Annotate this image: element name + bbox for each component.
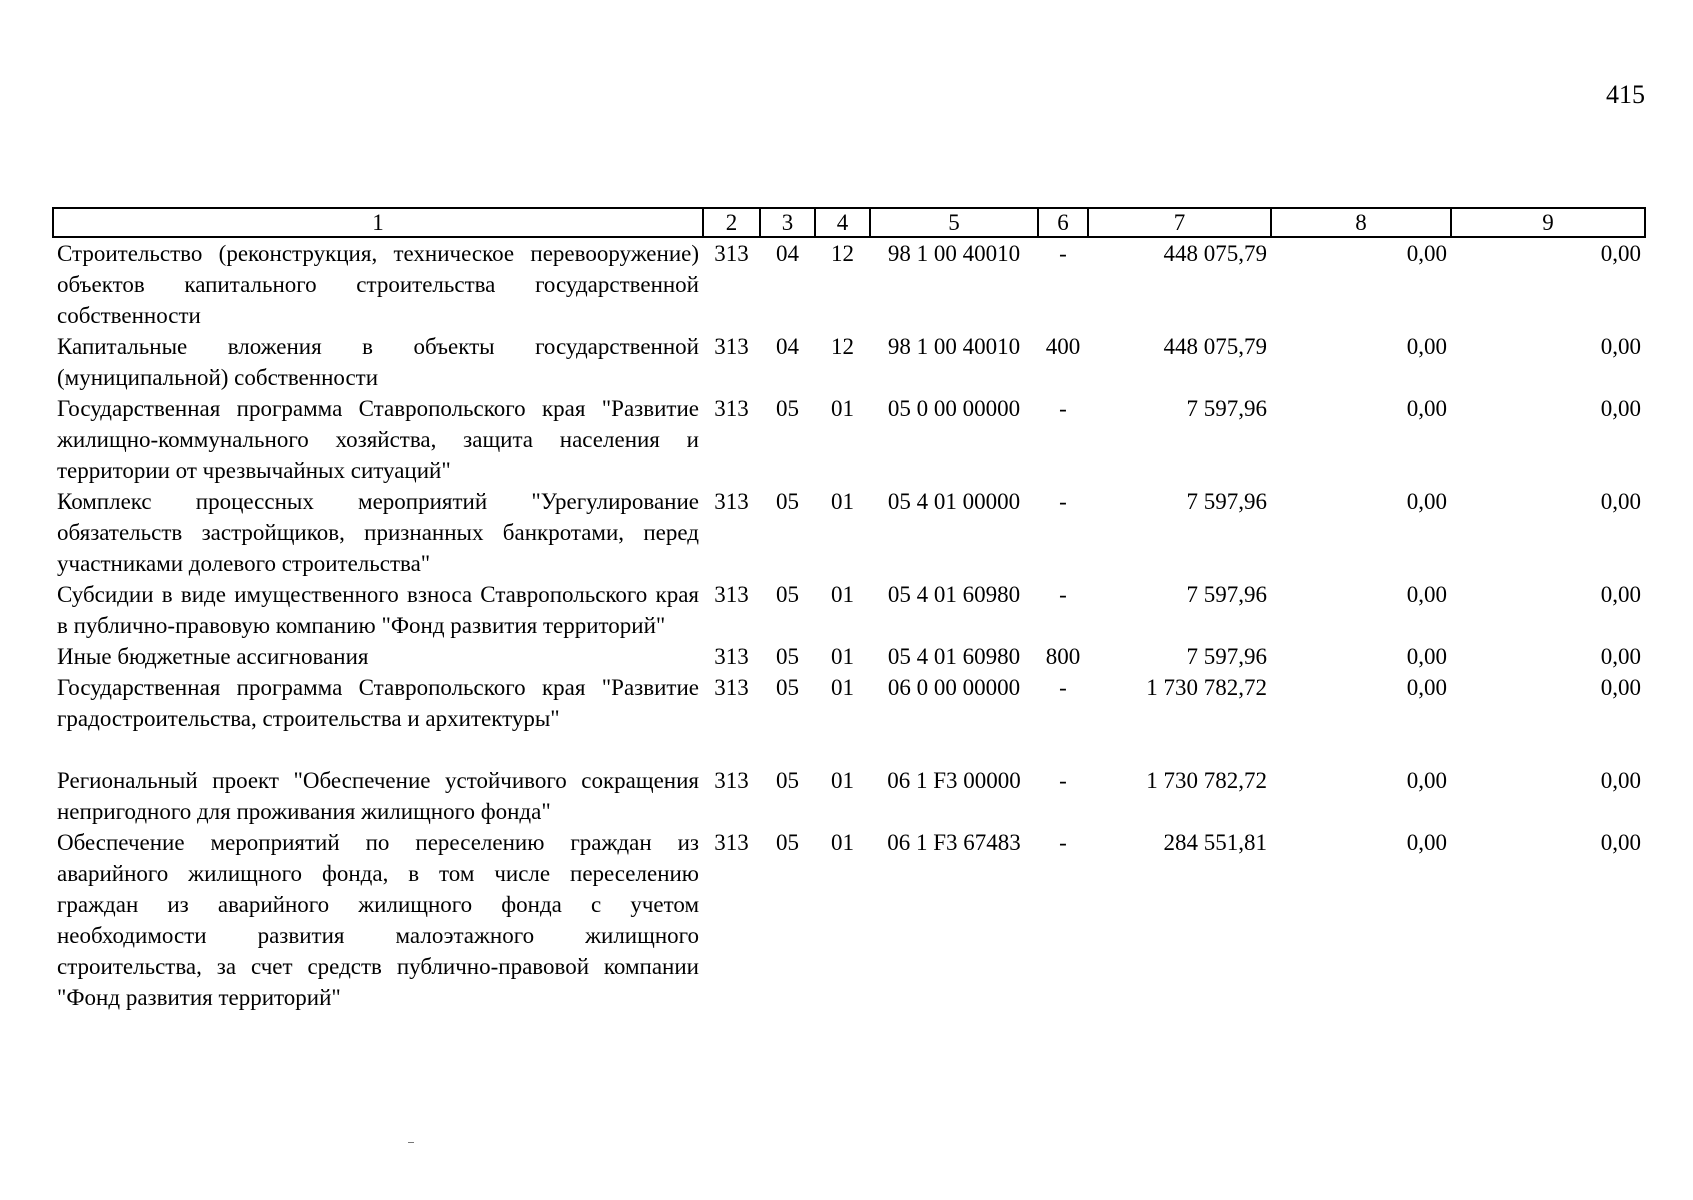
row-col-7: 7 597,96 bbox=[1186, 489, 1267, 514]
table-row bbox=[53, 237, 1645, 331]
row-col-9: 0,00 bbox=[1600, 334, 1641, 359]
row-col-8: 0,00 bbox=[1406, 582, 1447, 607]
budget-table bbox=[52, 207, 1646, 1013]
row-col-8: 0,00 bbox=[1406, 396, 1447, 421]
header-col-5: 5 bbox=[870, 208, 1038, 237]
row-col-4: 01 bbox=[831, 675, 854, 700]
row-col-7: 7 597,96 bbox=[1186, 396, 1267, 421]
row-col-3: 05 bbox=[776, 582, 799, 607]
table-row bbox=[53, 672, 1645, 765]
row-col-6: - bbox=[1059, 582, 1067, 607]
row-col-5: 06 1 F3 00000 bbox=[887, 768, 1021, 793]
table-row bbox=[53, 827, 1645, 1013]
row-name: Капитальные вложения в объекты государственной (муниципальной) собственности bbox=[57, 334, 699, 390]
row-col-3: 05 bbox=[776, 830, 799, 855]
row-col-4: 01 bbox=[831, 396, 854, 421]
header-col-8: 8 bbox=[1271, 208, 1451, 237]
row-col-6: - bbox=[1059, 241, 1067, 266]
header-row bbox=[53, 208, 1645, 237]
row-name: Иные бюджетные ассигнования bbox=[57, 644, 369, 669]
row-name: Обеспечение мероприятий по переселению граждан из аварийного жилищного фонда, в том числе переселению граждан из аварийного жилищного фонда с учетом необходимости развития малоэтажного жилищного строительства, за счет средств публично-правовой компании "Фонд развития территорий" bbox=[57, 830, 699, 1010]
row-col-3: 05 bbox=[776, 675, 799, 700]
row-col-7: 284 551,81 bbox=[1163, 830, 1267, 855]
row-col-5: 98 1 00 40010 bbox=[887, 334, 1021, 359]
row-col-3: 04 bbox=[776, 334, 799, 359]
header-col-7: 7 bbox=[1088, 208, 1271, 237]
header-col-1: 1 bbox=[53, 208, 703, 237]
row-col-5: 05 4 01 00000 bbox=[887, 489, 1021, 514]
row-name: Государственная программа Ставропольского края "Развитие градостроительства, строительства и архитектуры" bbox=[57, 675, 699, 731]
row-col-9: 0,00 bbox=[1600, 489, 1641, 514]
row-col-4: 01 bbox=[831, 768, 854, 793]
row-col-8: 0,00 bbox=[1406, 334, 1447, 359]
table-row bbox=[53, 486, 1645, 579]
row-name: Комплекс процессных мероприятий "Урегулирование обязательств застройщиков, признанных банкротами, перед участниками долевого строительства" bbox=[57, 489, 699, 576]
row-col-8: 0,00 bbox=[1406, 489, 1447, 514]
row-name: Региональный проект "Обеспечение устойчивого сокращения непригодного для проживания жилищного фонда" bbox=[57, 768, 699, 824]
row-col-6: - bbox=[1059, 489, 1067, 514]
row-name: Субсидии в виде имущественного взноса Ставропольского края в публично-правовую компанию "Фонд развития территорий" bbox=[57, 582, 699, 638]
row-col-3: 05 bbox=[776, 644, 799, 669]
row-col-3: 04 bbox=[776, 241, 799, 266]
row-col-7: 7 597,96 bbox=[1186, 582, 1267, 607]
row-col-5: 06 1 F3 67483 bbox=[887, 830, 1021, 855]
table-row bbox=[53, 765, 1645, 827]
row-col-8: 0,00 bbox=[1406, 830, 1447, 855]
row-col-5: 98 1 00 40010 bbox=[887, 241, 1021, 266]
row-col-9: 0,00 bbox=[1600, 396, 1641, 421]
row-col-6: 400 bbox=[1045, 334, 1081, 359]
row-col-2: 313 bbox=[714, 675, 749, 700]
row-col-3: 05 bbox=[776, 768, 799, 793]
scan-mark bbox=[408, 1142, 414, 1143]
row-col-2: 313 bbox=[714, 489, 749, 514]
row-col-4: 01 bbox=[831, 830, 854, 855]
row-col-9: 0,00 bbox=[1600, 582, 1641, 607]
row-col-5: 05 4 01 60980 bbox=[887, 582, 1021, 607]
row-col-2: 313 bbox=[714, 830, 749, 855]
row-col-9: 0,00 bbox=[1600, 768, 1641, 793]
row-col-2: 313 bbox=[714, 334, 749, 359]
row-col-4: 12 bbox=[831, 334, 854, 359]
row-col-6: - bbox=[1059, 830, 1067, 855]
row-col-2: 313 bbox=[714, 768, 749, 793]
row-col-7: 1 730 782,72 bbox=[1146, 675, 1267, 700]
row-col-8: 0,00 bbox=[1406, 241, 1447, 266]
row-col-8: 0,00 bbox=[1406, 675, 1447, 700]
row-col-9: 0,00 bbox=[1600, 830, 1641, 855]
row-col-8: 0,00 bbox=[1406, 768, 1447, 793]
row-col-9: 0,00 bbox=[1600, 675, 1641, 700]
row-name: Строительство (реконструкция, техническое перевооружение) объектов капитального строительства государственной собственности bbox=[57, 241, 699, 328]
row-col-5: 06 0 00 00000 bbox=[887, 675, 1021, 700]
header-col-6: 6 bbox=[1038, 208, 1088, 237]
table-row bbox=[53, 331, 1645, 393]
row-col-8: 0,00 bbox=[1406, 644, 1447, 669]
row-col-7: 448 075,79 bbox=[1163, 241, 1267, 266]
row-col-4: 01 bbox=[831, 644, 854, 669]
row-col-7: 448 075,79 bbox=[1163, 334, 1267, 359]
row-col-4: 12 bbox=[831, 241, 854, 266]
row-col-2: 313 bbox=[714, 396, 749, 421]
row-col-6: - bbox=[1059, 675, 1067, 700]
header-col-3: 3 bbox=[760, 208, 815, 237]
table-row bbox=[53, 579, 1645, 641]
table-row bbox=[53, 393, 1645, 486]
row-col-7: 7 597,96 bbox=[1186, 644, 1267, 669]
row-col-6: - bbox=[1059, 768, 1067, 793]
row-col-3: 05 bbox=[776, 396, 799, 421]
row-col-7: 1 730 782,72 bbox=[1146, 768, 1267, 793]
row-col-9: 0,00 bbox=[1600, 644, 1641, 669]
row-col-3: 05 bbox=[776, 489, 799, 514]
row-col-5: 05 4 01 60980 bbox=[887, 644, 1021, 669]
page-number: 415 bbox=[1606, 80, 1645, 109]
row-col-4: 01 bbox=[831, 582, 854, 607]
row-col-6: - bbox=[1059, 396, 1067, 421]
row-col-5: 05 0 00 00000 bbox=[887, 396, 1021, 421]
row-col-4: 01 bbox=[831, 489, 854, 514]
table-row bbox=[53, 641, 1645, 672]
row-name: Государственная программа Ставропольского края "Развитие жилищно-коммунального хозяйства, защита населения и территории от чрезвычайных ситуаций" bbox=[57, 396, 699, 483]
row-col-2: 313 bbox=[714, 241, 749, 266]
header-col-9: 9 bbox=[1451, 208, 1645, 237]
header-col-2: 2 bbox=[703, 208, 760, 237]
header-col-4: 4 bbox=[815, 208, 870, 237]
row-col-9: 0,00 bbox=[1600, 241, 1641, 266]
row-col-2: 313 bbox=[714, 582, 749, 607]
row-col-6: 800 bbox=[1045, 644, 1081, 669]
row-col-2: 313 bbox=[714, 644, 749, 669]
